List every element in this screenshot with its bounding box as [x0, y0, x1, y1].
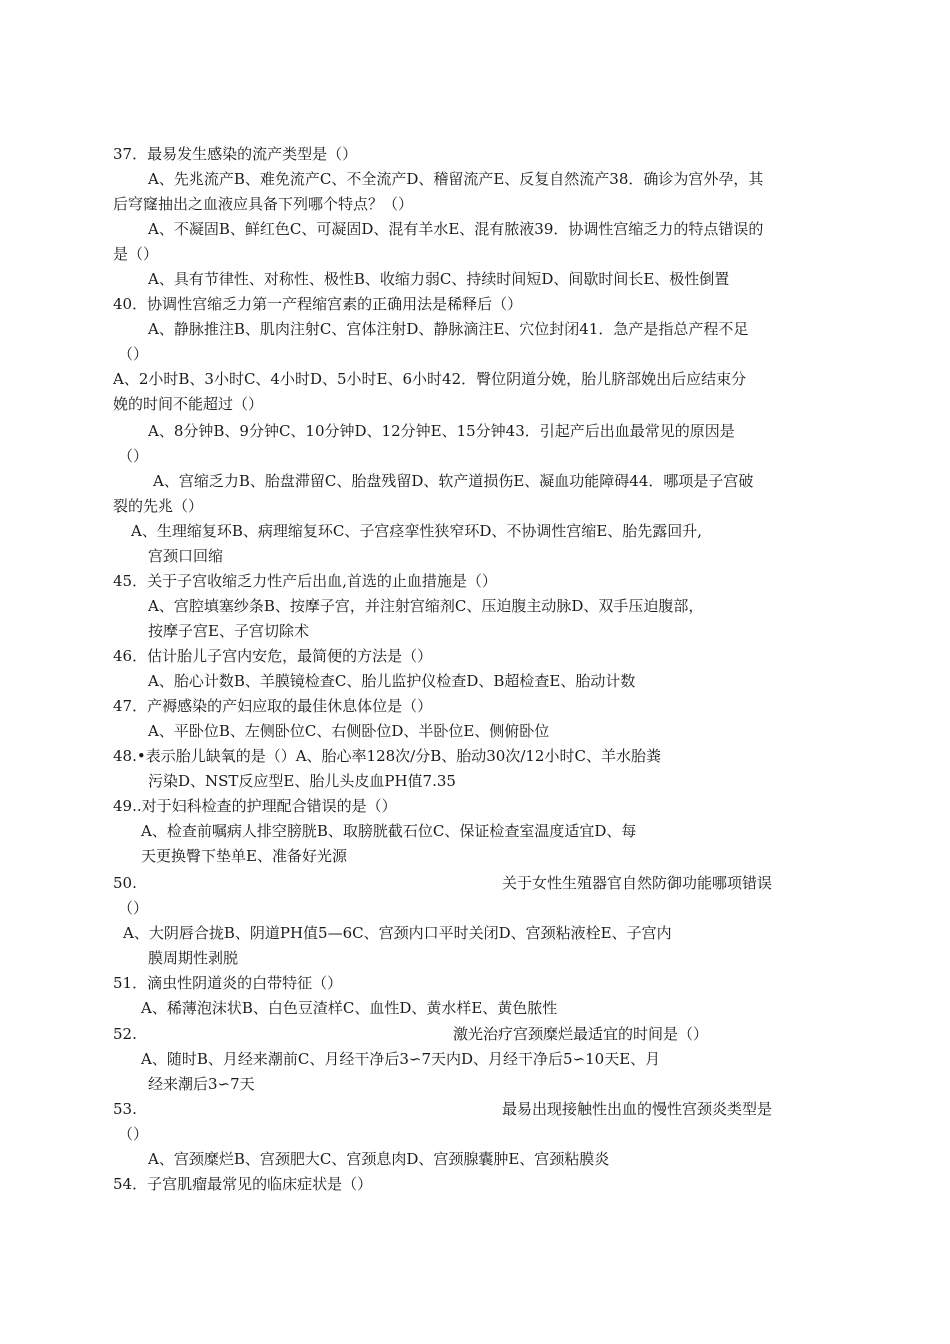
question-37-options: A、先兆流产B、难免流产C、不全流产D、稽留流产E、反复自然流产38．确诊为宫外孕，其	[148, 170, 764, 188]
question-50-options: A、大阴唇合拢B、阴道PH值5—6C、宫颈内口平时关闭D、宫颈粘液栓E、子宫内	[123, 924, 672, 942]
question-51-options: A、稀薄泡沫状B、白色豆渣样C、血性D、黄水样E、黄色脓性	[141, 999, 558, 1017]
question-44-options: A、生理缩复环B、病理缩复环C、子宫痉挛性狭窄环D、不协调性宫缩E、胎先露回升,	[131, 522, 703, 540]
question-53-options: A、宫颈糜烂B、宫颈肥大C、宫颈息肉D、宫颈腺囊肿E、宫颈粘膜炎	[148, 1150, 610, 1168]
question-49-options: A、检查前嘱病人排空膀胱B、取膀胱截石位C、保证检查室温度适宜D、每	[141, 822, 637, 840]
question-45: 45．关于子宫收缩乏力性产后出血,首选的止血措施是（）	[113, 572, 497, 590]
question-38-options: A、不凝固B、鲜红色C、可凝固D、混有羊水E、混有脓液39．协调性宫缩乏力的特点错误的	[148, 220, 764, 238]
question-48: 48.•表示胎儿缺氧的是（）A、胎心率128次/分B、胎动30次/12小时C、羊水胎粪	[113, 747, 661, 765]
question-49: 49..对于妇科检查的护理配合错误的是（）	[113, 797, 397, 815]
question-50-number: 50.	[113, 874, 137, 892]
question-48-options-cont: 污染D、NST反应型E、胎儿头皮血PH值7.35	[148, 772, 456, 790]
question-52-number: 52.	[113, 1025, 137, 1043]
question-52-text: 激光治疗宫颈糜烂最适宜的时间是（）	[453, 1025, 709, 1043]
question-54: 54．子宫肌瘤最常见的临床症状是（）	[113, 1175, 373, 1193]
question-46: 46．估计胎儿子宫内安危，最简便的方法是（）	[113, 647, 433, 665]
question-43-options: A、宫缩乏力B、胎盘滞留C、胎盘残留D、软产道损伤E、凝血功能障碍44．哪项是子宫破	[153, 472, 754, 490]
question-42-text: 娩的时间不能超过（）	[113, 395, 264, 413]
question-52-options: A、随时B、月经来潮前C、月经干净后3∽7天内D、月经干净后5∽10天E、月	[141, 1050, 661, 1068]
question-44-text: 裂的先兆（）	[113, 497, 204, 515]
question-53-paren: （）	[118, 1125, 149, 1143]
question-52-options-cont: 经来潮后3∽7天	[148, 1075, 255, 1093]
question-39-text: 是（）	[113, 245, 159, 263]
question-38-text: 后穹窿抽出之血液应具备下列哪个特点？（）	[113, 195, 414, 213]
question-39-options: A、具有节律性、对称性、极性B、收缩力弱C、持续时间短D、间歇时间长E、极性倒置	[148, 270, 730, 288]
question-41-text: （）	[118, 345, 149, 363]
question-44-options-cont: 宫颈口回缩	[148, 547, 224, 565]
question-40-options: A、静脉推注B、肌肉注射C、宫体注射D、静脉滴注E、穴位封闭41．急产是指总产程不足	[148, 320, 749, 338]
question-50-paren: （）	[118, 899, 149, 917]
question-50-options-cont: 膜周期性剥脱	[148, 949, 239, 967]
question-51: 51．滴虫性阴道炎的白带特征（）	[113, 974, 343, 992]
question-49-options-cont: 天更换臀下垫单E、准备好光源	[141, 847, 347, 865]
question-50-text: 关于女性生殖器官自然防御功能哪项错误	[502, 874, 773, 892]
question-53-number: 53.	[113, 1100, 137, 1118]
question-47: 47．产褥感染的产妇应取的最佳休息体位是（）	[113, 697, 433, 715]
question-46-options: A、胎心计数B、羊膜镜检查C、胎儿监护仪检查D、B超检查E、胎动计数	[148, 672, 636, 690]
question-40: 40．协调性宫缩乏力第一产程缩宫素的正确用法是稀释后（）	[113, 295, 523, 313]
question-45-options-cont: 按摩子宫E、子宫切除术	[148, 622, 309, 640]
question-43-text: （）	[118, 447, 149, 465]
question-37: 37．最易发生感染的流产类型是（）	[113, 145, 358, 163]
question-42-options: A、8分钟B、9分钟C、10分钟D、12分钟E、15分钟43．引起产后出血最常见的原因是	[148, 422, 735, 440]
question-47-options: A、平卧位B、左侧卧位C、右侧卧位D、半卧位E、侧俯卧位	[148, 722, 550, 740]
question-41-options: A、2小时B、3小时C、4小时D、5小时E、6小时42．臀位阴道分娩，胎儿脐部娩出后应结束分	[113, 370, 747, 388]
question-53-text: 最易出现接触性出血的慢性宫颈炎类型是	[502, 1100, 773, 1118]
question-45-options: A、宫腔填塞纱条B、按摩子宫，并注射宫缩剂C、压迫腹主动脉D、双手压迫腹部，	[148, 597, 704, 615]
